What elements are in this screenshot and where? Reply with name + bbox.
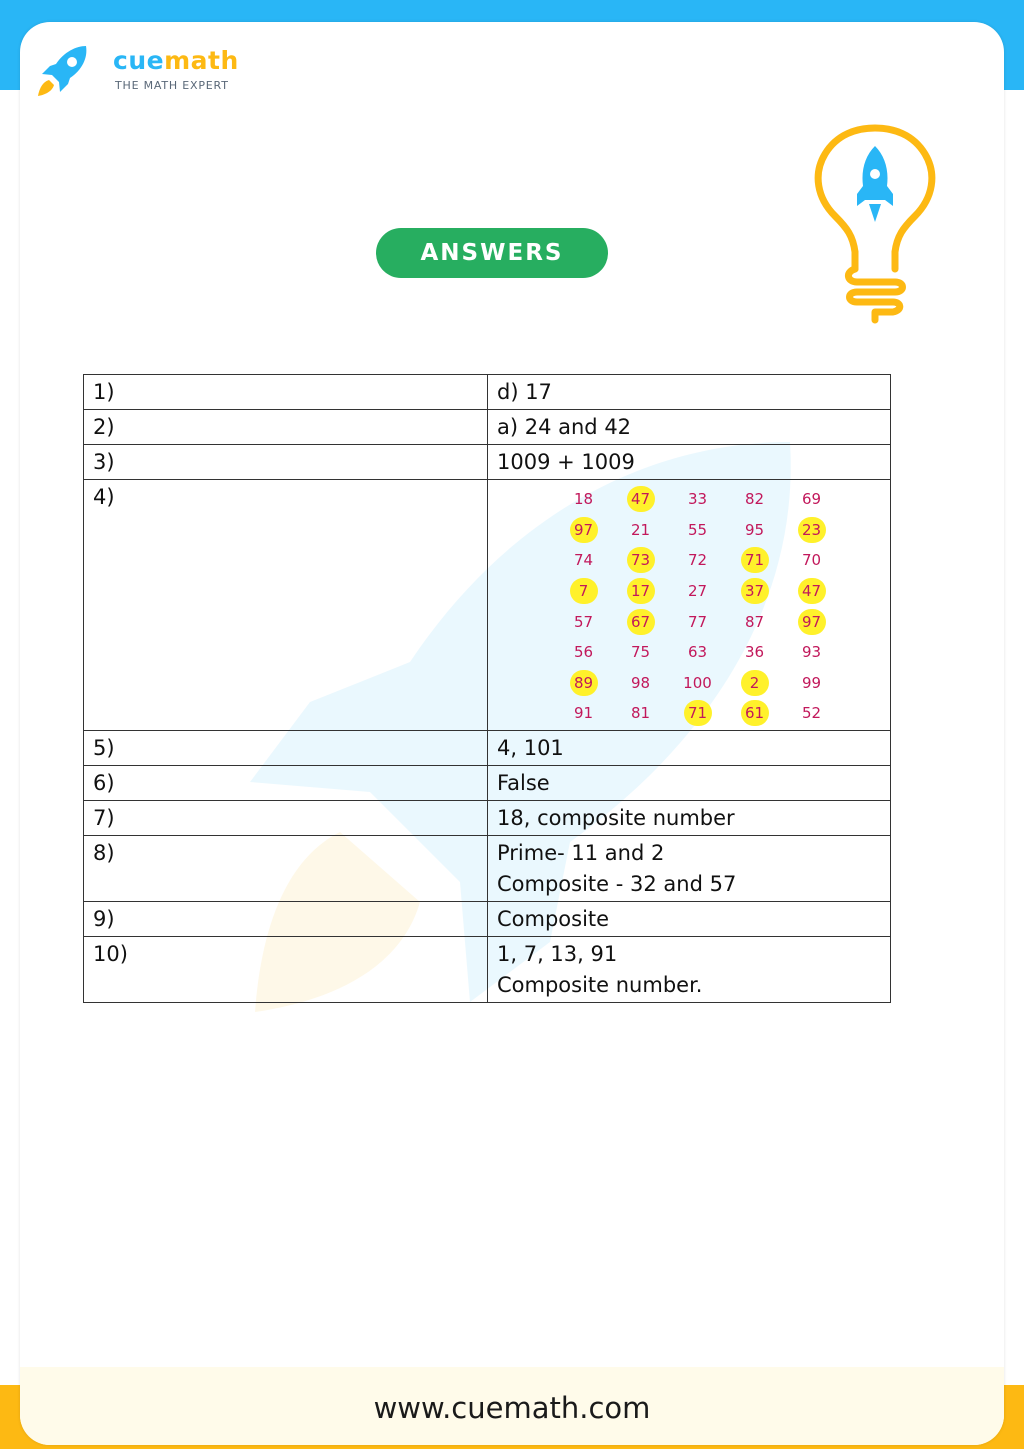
grid-number: 98 (630, 673, 651, 692)
grid-cell (612, 485, 669, 514)
grid-cell (669, 516, 726, 545)
grid-number: 69 (801, 490, 822, 509)
highlighted-number: 23 (798, 517, 826, 543)
grid-number: 57 (573, 612, 594, 631)
highlighted-number: 7 (570, 578, 598, 604)
grid-number: 55 (687, 520, 708, 539)
question-number: 4) (84, 480, 488, 731)
question-number: 5) (84, 730, 488, 765)
answer-line: Composite number. (497, 972, 703, 997)
grid-number: 81 (630, 704, 651, 723)
cuemath-logo[interactable] (36, 42, 276, 102)
answer-line: Composite - 32 and 57 (497, 871, 737, 896)
table-row (84, 936, 891, 1002)
grid-number: 21 (630, 520, 651, 539)
highlighted-number: 37 (741, 578, 769, 604)
grid-number: 100 (683, 673, 712, 692)
table-row (84, 765, 891, 800)
answer-cell: 18, composite number (488, 800, 891, 835)
grid-cell (726, 577, 783, 606)
grid-cell (555, 669, 612, 698)
grid-cell (726, 485, 783, 514)
website-link[interactable]: www.cuemath.com (373, 1391, 651, 1425)
highlighted-number: 47 (627, 486, 655, 512)
lightbulb-rocket-icon (805, 124, 945, 324)
grid-cell (669, 607, 726, 636)
brand-name (113, 46, 239, 75)
highlighted-number: 17 (627, 578, 655, 604)
question-number: 10) (84, 936, 488, 1002)
grid-number: 63 (687, 643, 708, 662)
grid-cell (669, 699, 726, 728)
grid-number: 99 (801, 673, 822, 692)
grid-number: 87 (744, 612, 765, 631)
answer-line: 1, 7, 13, 91 (497, 941, 618, 966)
grid-cell (783, 516, 840, 545)
answer-cell (488, 835, 891, 901)
grid-cell (555, 546, 612, 575)
grid-cell (612, 669, 669, 698)
grid-cell (612, 546, 669, 575)
grid-cell (612, 577, 669, 606)
grid-cell (555, 516, 612, 545)
question-number: 7) (84, 800, 488, 835)
grid-cell (669, 546, 726, 575)
grid-cell (783, 546, 840, 575)
answer-cell: a) 24 and 42 (488, 410, 891, 445)
answer-cell: 1009 + 1009 (488, 445, 891, 480)
grid-cell (726, 516, 783, 545)
brand-tagline: THE MATH EXPERT (115, 79, 229, 92)
table-row (84, 901, 891, 936)
grid-cell (612, 638, 669, 667)
footer-band (20, 1367, 1004, 1445)
grid-number: 56 (573, 643, 594, 662)
table-row (84, 480, 891, 731)
highlighted-number: 61 (741, 700, 769, 726)
highlighted-number: 71 (741, 547, 769, 573)
grid-number: 27 (687, 582, 708, 601)
grid-number: 18 (573, 490, 594, 509)
question-number: 3) (84, 445, 488, 480)
question-number: 1) (84, 375, 488, 410)
highlighted-number: 73 (627, 547, 655, 573)
brand-name-part2: math (164, 46, 239, 75)
grid-cell (669, 485, 726, 514)
grid-number: 77 (687, 612, 708, 631)
grid-cell (555, 638, 612, 667)
grid-number: 70 (801, 551, 822, 570)
question-number: 6) (84, 765, 488, 800)
grid-number: 33 (687, 490, 708, 509)
grid-cell (726, 638, 783, 667)
highlighted-number: 97 (798, 609, 826, 635)
rocket-logo-icon (36, 42, 92, 98)
grid-cell (555, 485, 612, 514)
answer-cell (488, 936, 891, 1002)
prime-number-grid (555, 485, 881, 728)
table-row (84, 375, 891, 410)
question-number: 8) (84, 835, 488, 901)
table-row (84, 445, 891, 480)
worksheet-page (20, 22, 1004, 1445)
grid-cell (783, 699, 840, 728)
brand-name-part1: cue (113, 46, 165, 75)
highlighted-number: 89 (570, 670, 598, 696)
grid-cell (726, 546, 783, 575)
grid-cell (612, 699, 669, 728)
highlighted-number: 47 (798, 578, 826, 604)
grid-cell (555, 577, 612, 606)
highlighted-number: 67 (627, 609, 655, 635)
answer-cell: False (488, 765, 891, 800)
grid-cell (726, 699, 783, 728)
table-row (84, 835, 891, 901)
grid-cell (783, 607, 840, 636)
grid-number: 91 (573, 704, 594, 723)
highlighted-number: 2 (741, 670, 769, 696)
question-number: 2) (84, 410, 488, 445)
grid-number: 82 (744, 490, 765, 509)
answer-cell: Composite (488, 901, 891, 936)
grid-cell (612, 607, 669, 636)
grid-cell (726, 607, 783, 636)
grid-cell (783, 485, 840, 514)
answer-cell: 4, 101 (488, 730, 891, 765)
grid-cell (726, 669, 783, 698)
grid-cell (555, 607, 612, 636)
answer-line: Prime- 11 and 2 (497, 840, 665, 865)
grid-number: 52 (801, 704, 822, 723)
grid-number: 93 (801, 643, 822, 662)
grid-cell (669, 577, 726, 606)
table-row (84, 800, 891, 835)
table-row (84, 730, 891, 765)
grid-cell (783, 577, 840, 606)
answers-table (83, 374, 891, 1003)
table-row (84, 410, 891, 445)
answers-title-badge: ANSWERS (376, 228, 608, 278)
grid-number: 74 (573, 551, 594, 570)
grid-cell (555, 699, 612, 728)
grid-cell (783, 669, 840, 698)
answer-cell: d) 17 (488, 375, 891, 410)
answer-cell-number-grid (488, 480, 891, 731)
grid-cell (783, 638, 840, 667)
grid-cell (669, 638, 726, 667)
grid-cell (612, 516, 669, 545)
grid-number: 36 (744, 643, 765, 662)
grid-number: 75 (630, 643, 651, 662)
question-number: 9) (84, 901, 488, 936)
grid-number: 72 (687, 551, 708, 570)
highlighted-number: 71 (684, 700, 712, 726)
highlighted-number: 97 (570, 517, 598, 543)
grid-number: 95 (744, 520, 765, 539)
grid-cell (669, 669, 726, 698)
